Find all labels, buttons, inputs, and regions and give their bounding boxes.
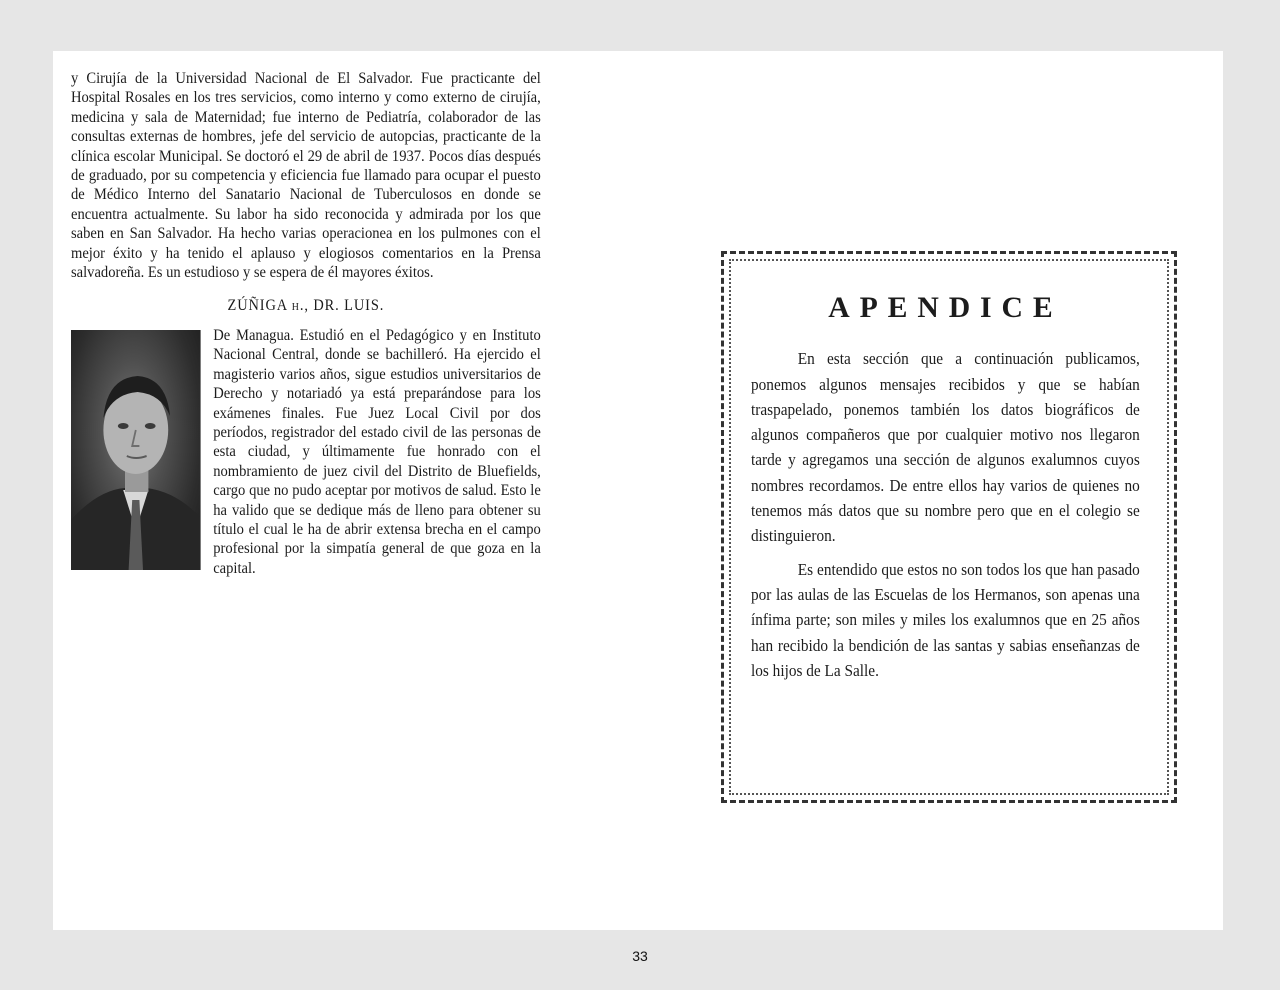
appendix-content	[751, 291, 1140, 691]
appendix-paragraph: En esta sección que a continuación publicamos, ponemos algunos mensajes recibidos y que se habían traspapelado, ponemos también los datos biográficos de algunos compañeros que por cualquier motivo nos llegaron tarde y agregamos una sección de algunos exalumnos cuyos nombres recordamos. De entre ellos hay varios de quienes no tenemos más datos que su nombre pero que en el colegio se distinguieron.	[751, 349, 1140, 546]
portrait-photo	[71, 330, 201, 570]
bio-text: De Managua. Estudió en el Pedagógico y en Instituto Nacional Central, donde se bachilleró. Ha ejercido el magisterio varios años, sigue estudios universitarios de Derecho y notariadó ya está preparándose para los exámenes finales. Fue Juez Local Civil por dos períodos, registrador del estado civil de las personas de esta ciudad, y últimamente fue honrado con el nombramiento de juez civil del Distrito de Bluefields, cargo que no pudo aceptar por motivos de salud. Esto le ha valido que se dedique más de lleno para obtener su título el cual le ha de abrir extensa brecha en el campo profesional por la simpatía general de que goza en la capital.	[213, 325, 541, 577]
intro-paragraph: y Cirujía de la Universidad Nacional de El Salvador. Fue practicante del Hospital Rosales en los tres servicios, como interno y como externo de cirujía, medicina y sala de Maternidad; fue interno de Pediatría, colaborador de las consultas externas de hombres, jefe del servicio de autopcias, practicante de la clínica escolar Municipal. Se doctoró el 29 de abril de 1937. Pocos días después de graduado, por su competencia y eficiencia fue llamado para ocupar el puesto de Médico Interno del Sanatario Nacional de Tuberculosos en donde se encuentra actualmente. Su labor ha sido reconocida y admirada por los que saben en San Salvador. Ha hecho varias operacionea en los pulmones con el mejor éxito y ha tenido el aplauso y elogiosos comentarios en la Prensa salvadoreña. Es un estudioso y se espera de él mayores éxitos.	[71, 69, 541, 282]
bio-section	[71, 326, 541, 578]
appendix-page	[721, 251, 1177, 803]
appendix-title: APENDICE	[828, 291, 1063, 324]
page-number: 33	[632, 948, 648, 964]
appendix-paragraph: Es entendido que estos no son todos los que han pasado por las aulas de las Escuelas de los Hermanos, son apenas una ínfima parte; son miles y miles los exalumnos que en 25 años han recibido la bendición de las santas y sabias enseñanzas de los hijos de La Salle.	[751, 559, 1140, 680]
left-page	[71, 69, 541, 578]
bio-heading: ZÚÑIGA h., DR. LUIS.	[227, 297, 385, 315]
scanned-spread	[53, 51, 1223, 930]
